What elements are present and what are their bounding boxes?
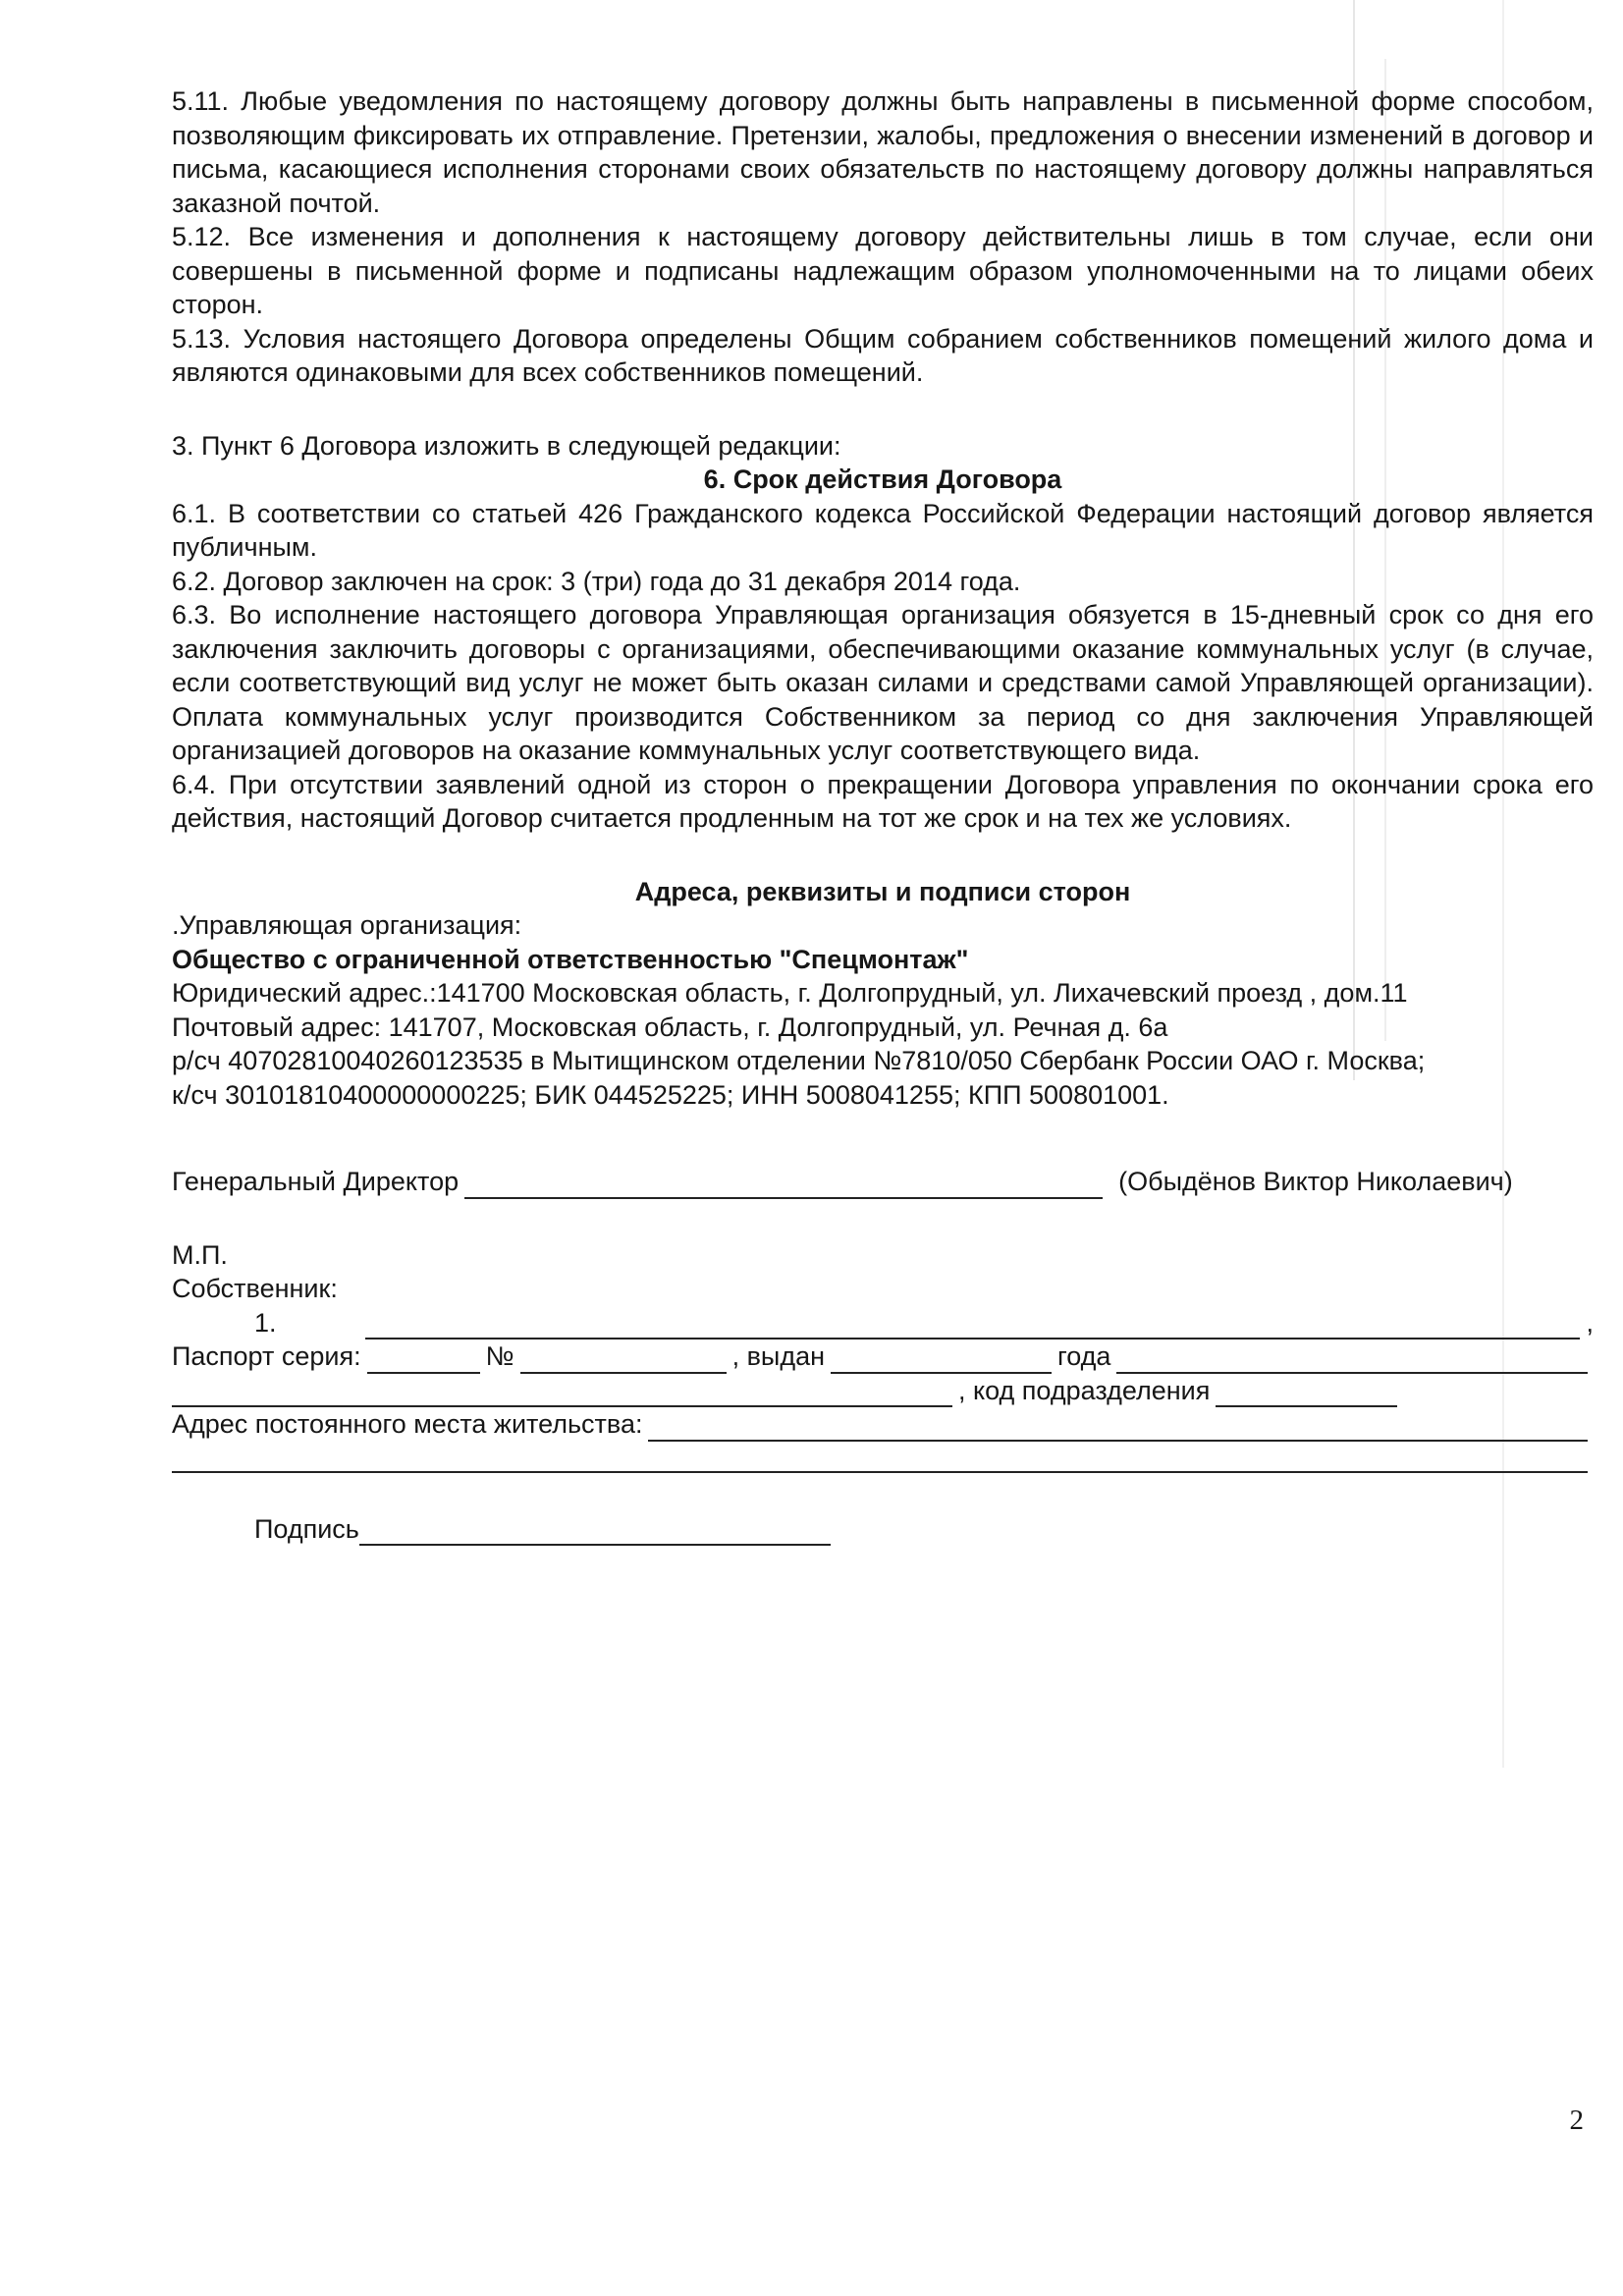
clause-5-11: 5.11. Любые уведомления по настоящему договору должны быть направлены в письменной форме способом, позволяющим фиксировать их отправление. Претензии, жалобы, предложения о внесении изменений в договор и письма, касающиеся исполнения сторонами своих обязательств по настоящему договору должны направляться заказной почтой. [172,86,1594,218]
division-code-row [172,1374,1594,1408]
division-code-line[interactable] [1216,1376,1397,1407]
org-name: Общество с ограниченной ответственностью "Спецмонтаж" [172,944,969,974]
passport-series-line[interactable] [367,1342,480,1374]
passport-issued-label: , выдан [731,1341,825,1371]
owner-label: Собственник: [172,1274,338,1303]
owner-signature-row [172,1512,1594,1547]
issuer-line[interactable] [172,1376,952,1407]
signature-label: Подпись [254,1513,359,1544]
owner-name-line[interactable] [365,1308,1581,1339]
document-body [172,84,1594,1546]
clause-6-4: 6.4. При отсутствии заявлений одной из сторон о прекращении Договора управления по окончании срока его действия, настоящий Договор считается продленным на тот же срок и на тех же условиях. [172,769,1594,833]
clause-6-1: 6.1. В соответствии со статьей 426 Гражданского кодекса Российской Федерации настоящий договор является публичным. [172,498,1594,562]
residence-row-2 [172,1442,1594,1473]
owner-number: 1. [254,1307,277,1338]
division-code-label: , код подразделения [958,1375,1211,1405]
passport-series-label: Паспорт серия: [172,1341,361,1371]
bank-codes: к/сч 30101810400000000225; БИК 044525225; ИНН 5008041255; КПП 500801001. [172,1079,1169,1110]
owner-name-row [172,1306,1594,1340]
passport-number-sign: № [485,1341,514,1371]
legal-address: Юридический адрес.:141700 Московская область, г. Долгопрудный, ул. Лихачевский проезд , дом.11 [172,978,1408,1008]
stamp-label: М.П. [172,1239,228,1270]
clause-6-2: 6.2. Договор заключен на срок: 3 (три) года до 31 декабря 2014 года. [172,566,1021,596]
passport-number-line[interactable] [520,1342,727,1374]
director-name: (Обыдёнов Виктор Николаевич) [1118,1167,1513,1196]
bank-account: р/сч 40702810040260123535 в Мытищинском отделении №7810/050 Сбербанк России ОАО г. Москва; [172,1046,1426,1075]
section5-clauses [172,84,1594,390]
owner-name-comma: , [1586,1307,1594,1338]
clause-5-13: 5.13. Условия настоящего Договора определены Общим собранием собственников помещений жилого дома и являются одинаковыми для всех собственников помещений. [172,323,1594,387]
passport-issued-line[interactable] [831,1342,1052,1374]
passport-year-line[interactable] [1116,1342,1588,1374]
page-number: 2 [1569,2105,1584,2136]
director-signature-line[interactable] [464,1168,1103,1199]
passport-row [172,1339,1594,1374]
amendment-intro: 3. Пункт 6 Договора изложить в следующей редакции: [172,430,841,461]
residence-line-2[interactable] [172,1442,1588,1473]
passport-year-label: года [1057,1341,1111,1371]
section6-heading: 6. Срок действия Договора [703,465,1062,494]
owner-signature-line[interactable] [359,1514,831,1546]
director-label: Генеральный Директор [172,1167,460,1196]
director-signature-row [172,1165,1594,1199]
residence-row [172,1407,1594,1442]
clause-5-12: 5.12. Все изменения и дополнения к настоящему договору действительны лишь в том случае, если они совершены в письменной форме и подписаны надлежащим образом уполномоченными на то лицами обеих сторон. [172,222,1594,319]
residence-line[interactable] [648,1410,1588,1442]
requisites-heading: Адреса, реквизиты и подписи сторон [634,876,1131,906]
clause-6-3: 6.3. Во исполнение настоящего договора Управляющая организация обязуется в 15-дневный срок со дня его заключения заключить договоры с организациями, обеспечивающими оказание коммунальных услуг (в случае, если соответствующий вид услуг не может быть оказан силами и средствами самой Управляющей организации). Оплата коммунальных услуг производится Собственником за период со дня заключения Управляющей организацией договоров на оказание коммунальных услуг соответствующего вида. [172,600,1594,765]
residence-label: Адрес постоянного места жительства: [172,1409,643,1439]
postal-address: Почтовый адрес: 141707, Московская область, г. Долгопрудный, ул. Речная д. 6а [172,1011,1168,1042]
org-label: .Управляющая организация: [172,910,522,940]
